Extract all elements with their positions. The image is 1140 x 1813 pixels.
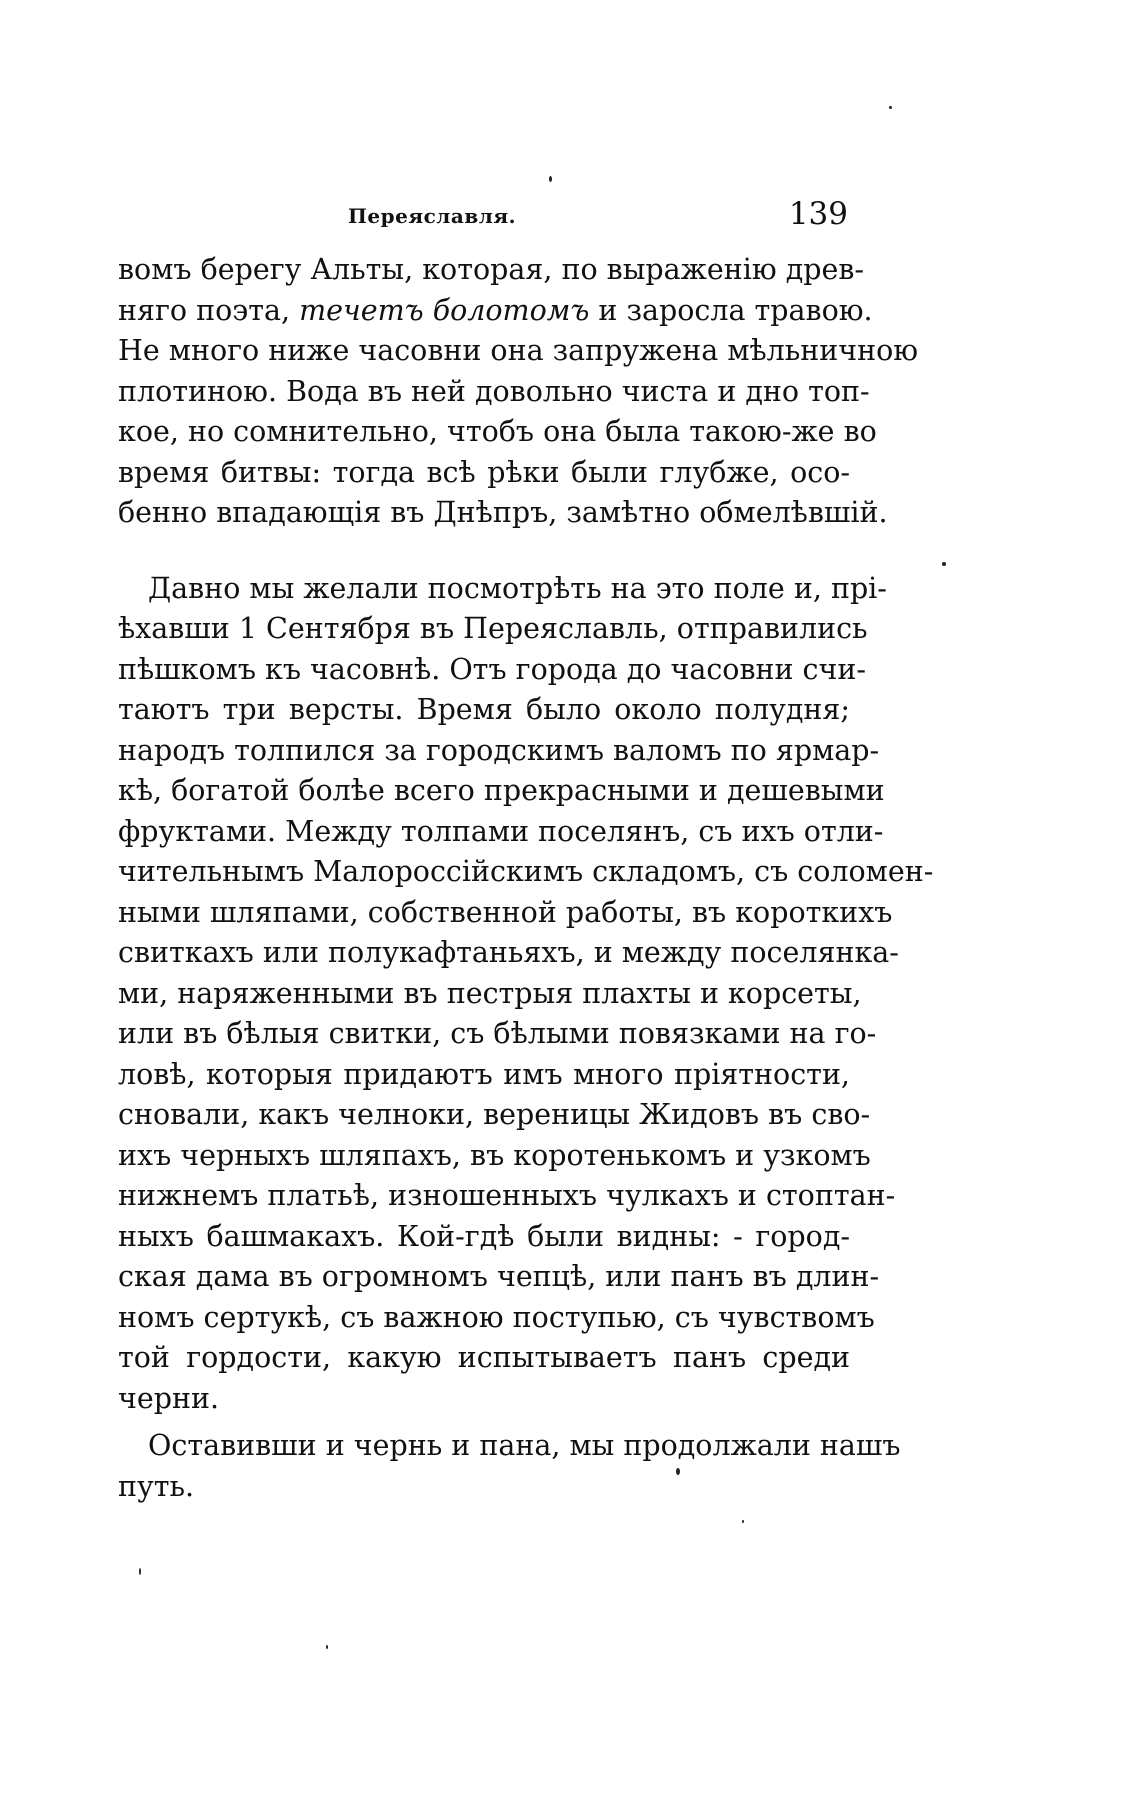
text-line: плотиною. Вода въ ней довольно чиста и дно топ-: [118, 374, 870, 408]
text-line: или въ бѣлыя свитки, съ бѣлыми повязками на го-: [118, 1017, 877, 1050]
body-text: [118, 250, 934, 1507]
text-line: [118, 291, 873, 332]
text-line: Давно мы желали посмотрѣть на это поле и, прі-: [148, 571, 887, 605]
page-number: 139: [788, 196, 848, 232]
text-line: ловѣ, которыя придаютъ имъ много пріятности,: [118, 1057, 850, 1091]
text-line: сновали, какъ челноки, вереницы Жидовъ въ сво-: [118, 1098, 871, 1131]
scan-speck: [742, 1520, 744, 1523]
page-header: [118, 196, 848, 240]
scan-speck: [676, 1468, 680, 1475]
paragraph-3: [118, 1426, 901, 1507]
text-line: ская дама въ огромномъ чепцѣ, или панъ въ длин-: [118, 1260, 880, 1293]
text-segment: няго поэта,: [118, 293, 300, 327]
scan-speck: [326, 1645, 328, 1649]
text-line: Не много ниже часовни она запружена мѣльничною: [118, 334, 919, 367]
text-line: кое, но сомнительно, чтобъ она была такою-же во: [118, 415, 877, 448]
text-line: ныхъ башмакахъ. Кой-гдѣ были видны: - город-: [118, 1219, 850, 1253]
text-line: путь.: [118, 1469, 195, 1503]
text-segment: и заросла травою.: [589, 293, 873, 327]
italic-quote: течетъ болотомъ: [299, 293, 590, 327]
text-line: той гордости, какую испытываетъ панъ среди: [118, 1341, 850, 1374]
text-line: нижнемъ платьѣ, изношенныхъ чулкахъ и стоптан-: [118, 1179, 896, 1212]
text-line: время битвы: тогда всѣ рѣки были глубже, осо-: [118, 455, 850, 489]
text-line: народъ толпился за городскимъ валомъ по ярмар-: [118, 733, 880, 767]
text-line: ихъ черныхъ шляпахъ, въ коротенькомъ и узкомъ: [118, 1138, 871, 1172]
text-line: черни.: [118, 1381, 220, 1415]
running-head: Переяславля.: [348, 204, 517, 228]
text-line: ѣхавши 1 Сентября въ Переяславль, отправились: [118, 612, 868, 645]
text-line: таютъ три версты. Время было около полудня;: [118, 693, 850, 726]
text-line: ными шляпами, собственной работы, въ короткихъ: [118, 895, 893, 929]
text-line: Оставивши и чернь и пана, мы продолжали нашъ: [148, 1429, 901, 1462]
text-line: ми, наряженными въ пестрыя плахты и корсеты,: [118, 976, 862, 1010]
text-line: бенно впадающія въ Днѣпръ, замѣтно обмелѣвшій.: [118, 496, 888, 529]
text-line: свиткахъ или полукафтаньяхъ, и между поселянка-: [118, 936, 899, 969]
text-line: фруктами. Между толпами поселянъ, съ ихъ отли-: [118, 814, 884, 848]
text-line: вомъ берегу Альты, которая, по выраженію древ-: [118, 253, 865, 286]
paragraph-2: [118, 569, 934, 1420]
text-line: пѣшкомъ къ часовнѣ. Отъ города до часовни счи-: [118, 652, 866, 686]
text-line: номъ сертукѣ, съ важною поступью, съ чувствомъ: [118, 1300, 875, 1334]
text-line: чительнымъ Малороссійскимъ складомъ, съ соломен-: [118, 855, 934, 888]
scan-speck: [549, 176, 552, 182]
text-line: кѣ, богатой болѣе всего прекрасными и дешевыми: [118, 774, 885, 807]
scan-speck: [889, 106, 892, 109]
scan-speck: [139, 1568, 141, 1575]
paragraph-1: [118, 250, 919, 534]
scan-speck: [942, 562, 946, 566]
